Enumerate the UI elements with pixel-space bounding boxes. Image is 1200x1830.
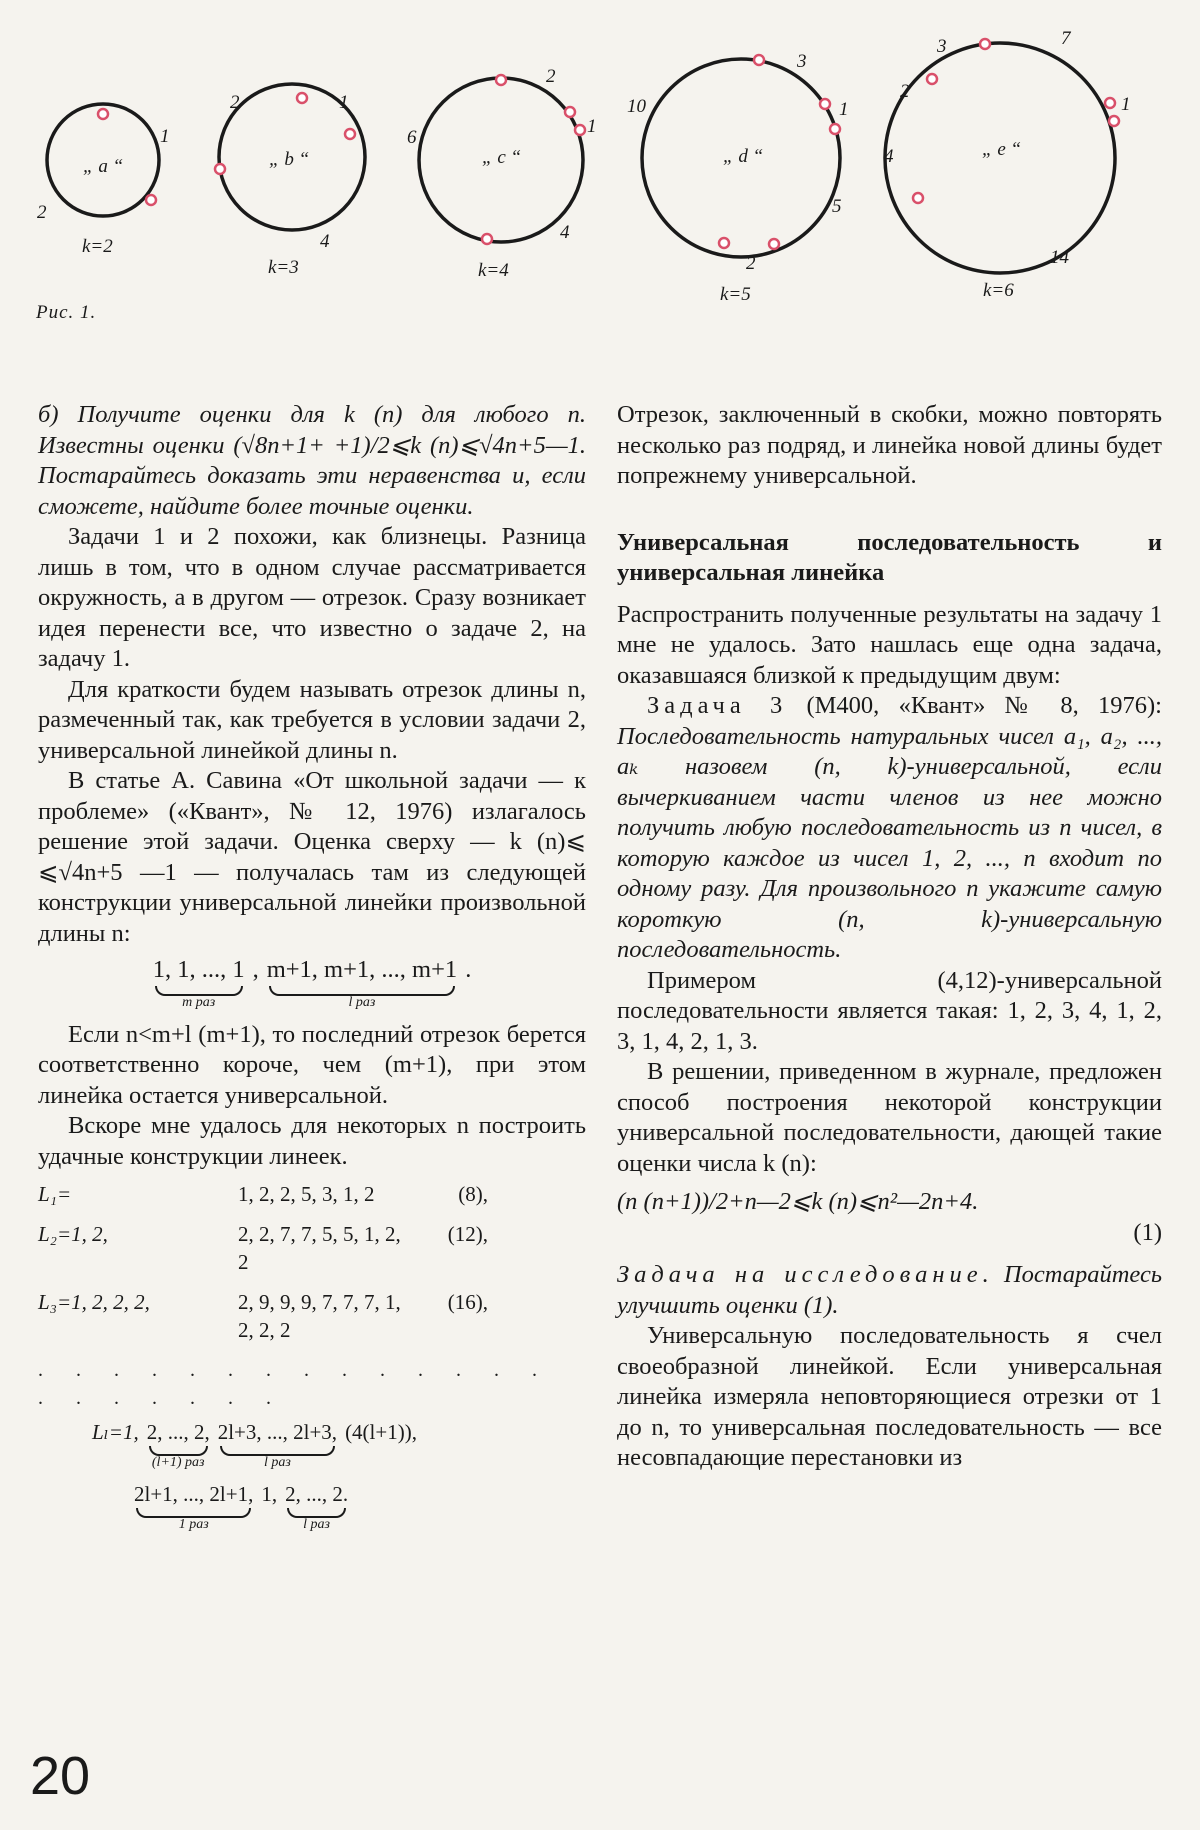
brevity-paragraph: Для краткости будем называть отрезок длины n, размеченный так, как требуется в условии задачи 2, универсальной линейкой длины n. [38,675,586,764]
section-heading: Универсальная последовательность и универсальная линейка [617,528,1162,586]
mark-b-top [297,93,307,103]
solution-paragraph: В решении, приведенном в журнале, предложен способ построения некоторой конструкции универсальной последовательности, дающей такие оценки числа k (n): [617,1058,1162,1177]
general-ruler-mid: 1, [261,1482,278,1506]
arc-c-2: 2 [546,66,556,87]
ruler-values: 2, 9, 9, 9, 7, 7, 7, 1, 2, 2, 2 [238,1290,401,1342]
figure-caption: Рис. 1. [36,302,97,323]
mark-c-right1 [565,107,575,117]
general-group-1 [147,1418,210,1470]
ruler-row [38,1180,586,1208]
ruler-number: (16), [447,1290,488,1314]
mark-b-left [215,164,225,174]
arc-b-1: 1 [339,92,349,113]
mark-e-right1 [1105,98,1115,108]
general-group-2 [218,1418,337,1470]
ruler-values: 2, 2, 7, 7, 5, 5, 1, 2, 2 [238,1222,401,1274]
formula-group-m-text: 1, 1, ..., 1 [152,956,245,983]
task-b-paragraph: б) Получите оценки для k (n) для любого n. Известны оценки (√8n+1+ +1)/2⩽k (n)⩽√4n+5—1. Постарайтесь доказать эти неравенства и, если сможете, найдите более точные оценки. [38,401,586,520]
general-group-1-text: 2, ..., 2, [146,1420,210,1444]
bracket-paragraph: Отрезок, заключенный в скобки, можно повторять несколько раз подряд, и линейка новой длины будет попрежнему универсальной. [617,401,1162,489]
k-label-a: k=2 [82,236,113,257]
formula-group-l-text: m+1, m+1, ..., m+1 [266,956,458,983]
formula-end: . [465,956,472,983]
general-group-3-text: 2l+1, ..., 2l+1, [134,1482,254,1506]
task3-reference: (М400, «Квант» № 8, 1976): [806,692,1162,719]
mark-e-top1 [980,39,990,49]
arc-e-7: 7 [1061,28,1071,49]
label-a: „ a “ [83,156,124,177]
general-group-2-text: 2l+3, ..., 2l+3, [217,1420,338,1444]
left-column [38,400,586,1542]
ruler-name: L₂=1, 2, [38,1222,108,1246]
arc-a-2: 2 [37,202,47,223]
formula-1-number: (1) [1133,1218,1162,1246]
rulers-table [38,1180,586,1532]
research-text: Постарайтесь улучшить оценки (1). [617,1261,1162,1319]
ruler-row [38,1220,586,1276]
arc-c-1: 1 [587,116,597,137]
k-label-d: k=5 [720,284,751,300]
mark-b-right [345,129,355,139]
general-ruler-number: (4(l+1)), [345,1420,417,1444]
formula-group-l [267,955,458,1010]
arc-d-10: 10 [627,96,646,117]
general-ruler-prefix: Lₗ=1, [92,1420,139,1444]
mark-c-top [496,75,506,85]
formula-1: (n (n+1))/2+n—2⩽k (n)⩽n²—2n+4. [617,1188,979,1215]
arc-d-3: 3 [797,51,807,72]
mark-d-right2 [830,124,840,134]
general-group-1-sub: (l+1) раз [151,1455,205,1470]
formula-group-l-sub: l раз [348,994,376,1010]
ellipsis-dots: . . . . . . . . . . . . . . . . . . . . . [38,1359,551,1409]
task3-label: Задача 3 [647,692,788,719]
arc-b-2: 2 [230,92,240,113]
ruler-row [38,1288,586,1344]
soon-paragraph: Вскоре мне удалось для некоторых n построить удачные конструкции линеек. [38,1112,586,1170]
label-b: „ b “ [269,149,310,170]
mark-a-right [146,195,156,205]
arc-e-14: 14 [1050,247,1069,268]
formula-separator: , [252,956,259,983]
research-label: Задача на исследование. [617,1261,994,1288]
arc-c-6: 6 [407,127,417,148]
figure-circles [0,0,1200,300]
ruler-number: (12), [447,1222,488,1246]
ruler-name: L₃=1, 2, 2, 2, [38,1290,150,1314]
page-number: 20 [30,1746,91,1806]
extend-paragraph: Распространить полученные результаты на задачу 1 мне не удалось. Зато нашлась еще одна задача, оказавшаяся близкой к предыдущим двум: [617,600,1162,689]
mark-d-right1 [820,99,830,109]
general-group-2-sub: l раз [263,1455,291,1470]
mark-c-right2 [575,125,585,135]
research-paragraph [617,1260,1162,1321]
mark-e-left [913,193,923,203]
arc-d-1: 1 [839,99,849,120]
mark-d-bottom1 [719,238,729,248]
formula-group-m-sub: m раз [182,994,216,1010]
example-paragraph: Примером (4,12)-универсальной последовательности является такая: 1, 2, 3, 4, 1, 2, 3, 1, 4, 2, 1, 3. [617,966,1162,1055]
arc-c-4: 4 [560,222,570,243]
mark-e-top2 [927,74,937,84]
ruler-paragraph: Универсальную последовательность я счел своеобразной линейкой. Если универсальная линейка измеряла неповторяющиеся отрезки от 1 до n, то универсальная последовательность — все несовпадающие перестановки из [617,1322,1162,1471]
general-group-4-sub: l раз [303,1517,331,1532]
label-d: „ d “ [723,146,764,167]
ruler-name: L₁= [38,1182,72,1206]
savin-paragraph: В статье А. Савина «От школьной задачи — к проблеме» («Квант», № 12, 1976) излагалось решение этой задачи. Оценка сверху — k (n)⩽ ⩽√4n+5 —1 — получалась там из следующей конструкции универсальной линейки произвольной длины n: [38,767,586,947]
general-ruler-line2 [134,1480,586,1532]
savin-formula [38,955,586,1010]
label-e: „ e “ [982,139,1022,160]
label-c: „ c “ [482,147,522,168]
arc-b-4: 4 [320,231,330,252]
mark-d-bottom2 [769,239,779,249]
general-group-3-sub: 1 раз [178,1517,209,1532]
task3-text: Последовательность натуральных чисел a₁, a₂, ..., aₖ назовем (n, k)-универсальной, если вычеркиванием части членов из нее можно получить любую последовательность из n чисел, в которую каждое из чисел 1, 2, ..., n входит по одному разу. Для произвольного n укажите самую короткую (n, k)-универсальную последовательность. [617,722,1162,963]
k-label-e: k=6 [983,280,1014,300]
formula-group-m [153,955,245,1010]
arc-d-2: 2 [746,253,756,274]
arc-a-1: 1 [160,126,170,147]
twins-paragraph: Задачи 1 и 2 похожи, как близнецы. Разница лишь в том, что в одном случае рассматривается окружность, а в другом — отрезок. Сразу возникает идея перенести все, что известно о задаче 2, на задачу 1. [38,523,586,672]
arc-e-2: 2 [900,81,910,102]
general-ruler-line1 [92,1418,586,1470]
mark-a-top [98,109,108,119]
ruler-number: (8), [458,1182,488,1206]
mark-d-top [754,55,764,65]
arc-e-4: 4 [884,146,894,167]
ruler-values: 1, 2, 2, 5, 3, 1, 2 [238,1182,375,1206]
if-paragraph: Если n<m+l (m+1), то последний отрезок берется соответственно короче, чем (m+1), при этом линейка остается универсальной. [38,1020,586,1109]
general-group-3 [134,1480,253,1532]
mark-e-right2 [1109,116,1119,126]
k-label-b: k=3 [268,257,299,278]
arc-e-1: 1 [1121,94,1131,115]
general-group-4 [285,1480,348,1532]
k-label-c: k=4 [478,260,509,281]
general-group-4-text: 2, ..., 2. [285,1482,349,1506]
arc-d-5: 5 [832,196,842,217]
right-column [617,400,1162,1474]
mark-c-bottom [482,234,492,244]
task3-paragraph [617,691,1162,966]
arc-e-3: 3 [937,36,947,57]
